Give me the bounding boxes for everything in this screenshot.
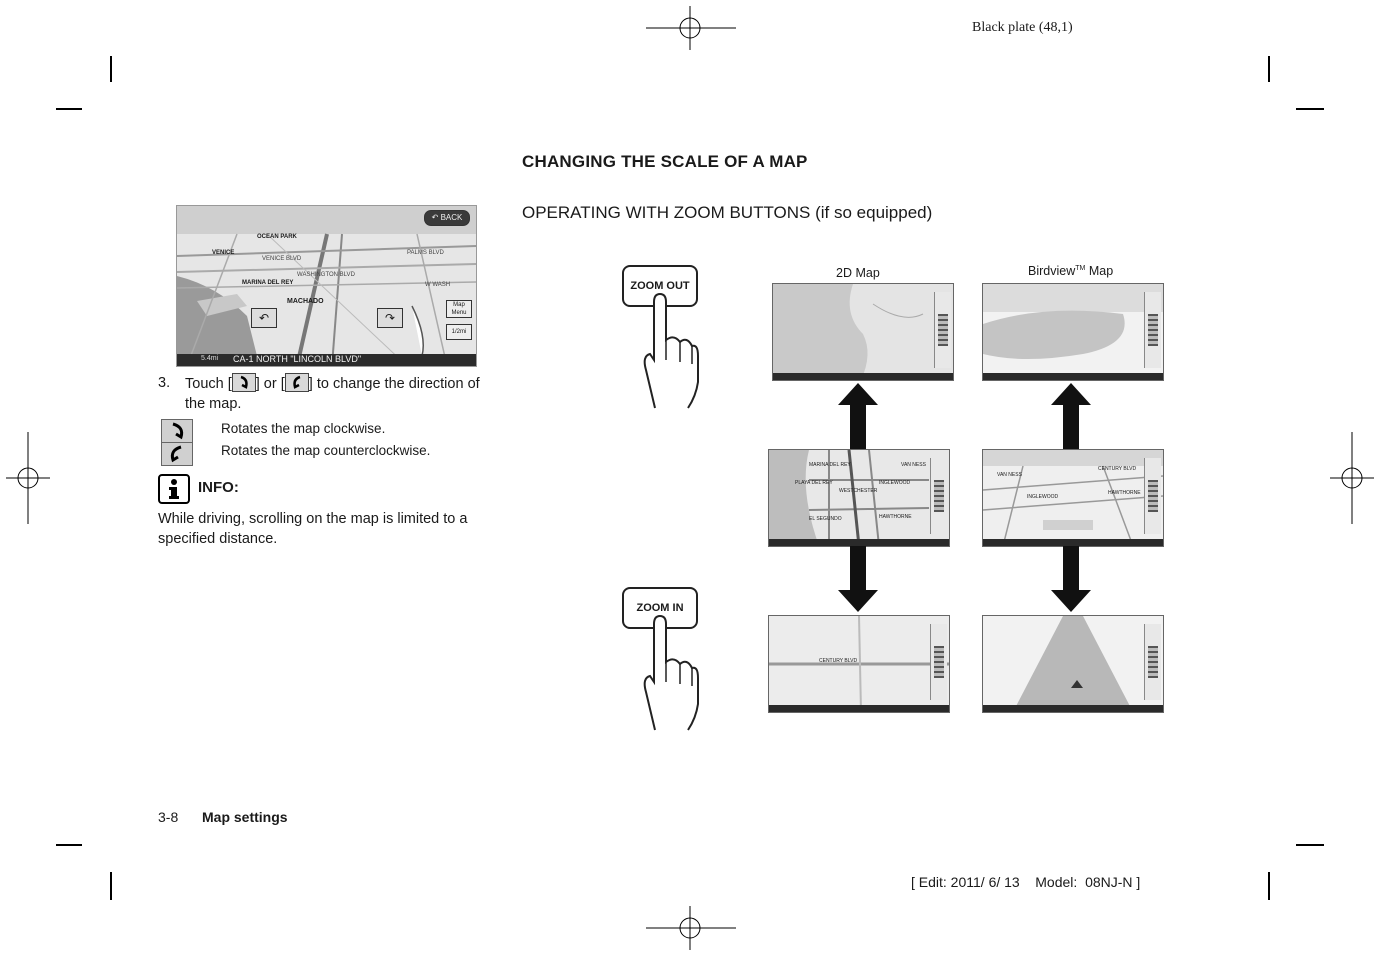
rotate-clockwise-icon: ↷	[384, 311, 396, 325]
pointing-hand-icon	[640, 612, 702, 732]
crop-mark	[56, 844, 82, 846]
rotate-counterclockwise-icon	[161, 442, 193, 466]
crop-mark	[56, 108, 82, 110]
registration-crosshair-bottom	[646, 906, 736, 950]
map-label: VENICE	[212, 250, 235, 256]
map-label: VAN NESS	[997, 472, 1022, 478]
map-label: EL SEGUNDO	[809, 516, 842, 522]
status-road: CA-1 NORTH "LINCOLN BLVD"	[233, 354, 362, 364]
rotate-clockwise-icon	[161, 419, 193, 443]
crop-mark	[1268, 872, 1270, 900]
rotate-counterclockwise-button[interactable]	[251, 308, 277, 328]
back-arrow-icon: ↶	[431, 213, 439, 222]
zoom-scale-bar	[1144, 458, 1161, 534]
registration-crosshair-top	[646, 6, 736, 50]
crop-mark	[110, 56, 112, 82]
info-label: INFO:	[198, 479, 239, 496]
zoom-out-button[interactable]: ZOOM OUT	[622, 265, 698, 307]
info-text: While driving, scrolling on the map is limited to a specified distance.	[158, 511, 468, 547]
crop-mark	[1268, 56, 1270, 82]
map-label: WASHINGTON BLVD	[297, 272, 355, 278]
rotate-clockwise-icon	[232, 373, 256, 392]
rotate-counterclockwise-icon: ↶	[258, 311, 270, 325]
rotation-description: Rotates the map clockwise.	[221, 421, 386, 436]
map-label: INGLEWOOD	[879, 480, 911, 486]
map-label: MARINA DEL REY	[242, 280, 294, 286]
map-2d-zoomed-out	[772, 283, 954, 381]
info-icon	[158, 474, 190, 504]
arrow-up-icon	[838, 383, 878, 449]
arrow-down-icon	[838, 546, 878, 612]
map-label: CENTURY BLVD	[1098, 466, 1137, 472]
map-label: VENICE BLVD	[262, 256, 302, 262]
registration-crosshair-right	[1330, 432, 1374, 524]
zoom-scale-bar	[1144, 624, 1161, 700]
map-menu-button[interactable]: Map Menu	[446, 300, 472, 318]
registration-crosshair-left	[6, 432, 50, 524]
map-2d-zoomed-in	[768, 615, 950, 713]
rotation-description: Rotates the map counterclockwise.	[221, 443, 431, 458]
column-label-birdview: Birdview™ Map	[1028, 264, 1114, 278]
crop-mark	[1296, 108, 1324, 110]
map-label: CENTURY BLVD	[819, 658, 858, 664]
section-subheading: OPERATING WITH ZOOM BUTTONS (if so equipped)	[522, 203, 933, 222]
map-birdview-zoomed-out	[982, 283, 1164, 381]
step-text: Touch [ ] or [ ] to change the direction of the map.	[185, 373, 505, 414]
arrow-up-icon	[1051, 383, 1091, 449]
page-number: 3-8	[158, 809, 179, 825]
map-label: PLAYA DEL REY	[795, 480, 833, 486]
map-label: MARINA DEL REY	[809, 462, 851, 468]
map-label: INGLEWOOD	[1027, 494, 1059, 500]
map-label: WESTCHESTER	[839, 488, 878, 494]
map-label: HAWTHORNE	[879, 514, 912, 520]
rotate-counterclockwise-icon	[285, 373, 309, 392]
zoom-in-button[interactable]: ZOOM IN	[622, 587, 698, 629]
section-footer-title: Map settings	[202, 809, 288, 825]
crop-mark	[1296, 844, 1324, 846]
pointing-hand-icon	[640, 290, 702, 410]
zoom-scale-bar	[1144, 292, 1161, 368]
edit-model-info: [ Edit: 2011/ 6/ 13 Model: 08NJ-N ]	[911, 874, 1141, 890]
map-label: HAWTHORNE	[1108, 490, 1141, 496]
map-label: PALMS BLVD	[407, 250, 444, 256]
map-label: MACHADO	[287, 298, 324, 305]
status-distance: 5.4mi	[201, 355, 219, 362]
rotate-clockwise-button[interactable]	[377, 308, 403, 328]
zoom-scale-bar	[934, 292, 951, 368]
map-2d-current	[768, 449, 950, 547]
zoom-scale-bar	[930, 458, 947, 534]
map-label: OCEAN PARK	[257, 234, 297, 240]
column-label-2d: 2D Map	[836, 266, 880, 280]
section-heading: CHANGING THE SCALE OF A MAP	[522, 152, 808, 171]
navigation-screenshot	[176, 205, 477, 367]
plate-label: Black plate (48,1)	[972, 20, 1073, 35]
map-label: W WASH	[425, 282, 451, 288]
map-birdview-current	[982, 449, 1164, 547]
scale-button[interactable]: 1/2mi	[446, 324, 472, 340]
back-button[interactable]: ↶ BACK	[424, 210, 470, 226]
map-birdview-zoomed-in	[982, 615, 1164, 713]
map-label: VAN NESS	[901, 462, 926, 468]
zoom-scale-bar	[930, 624, 947, 700]
crop-mark	[110, 872, 112, 900]
arrow-down-icon	[1051, 546, 1091, 612]
step-number: 3.	[158, 375, 171, 391]
